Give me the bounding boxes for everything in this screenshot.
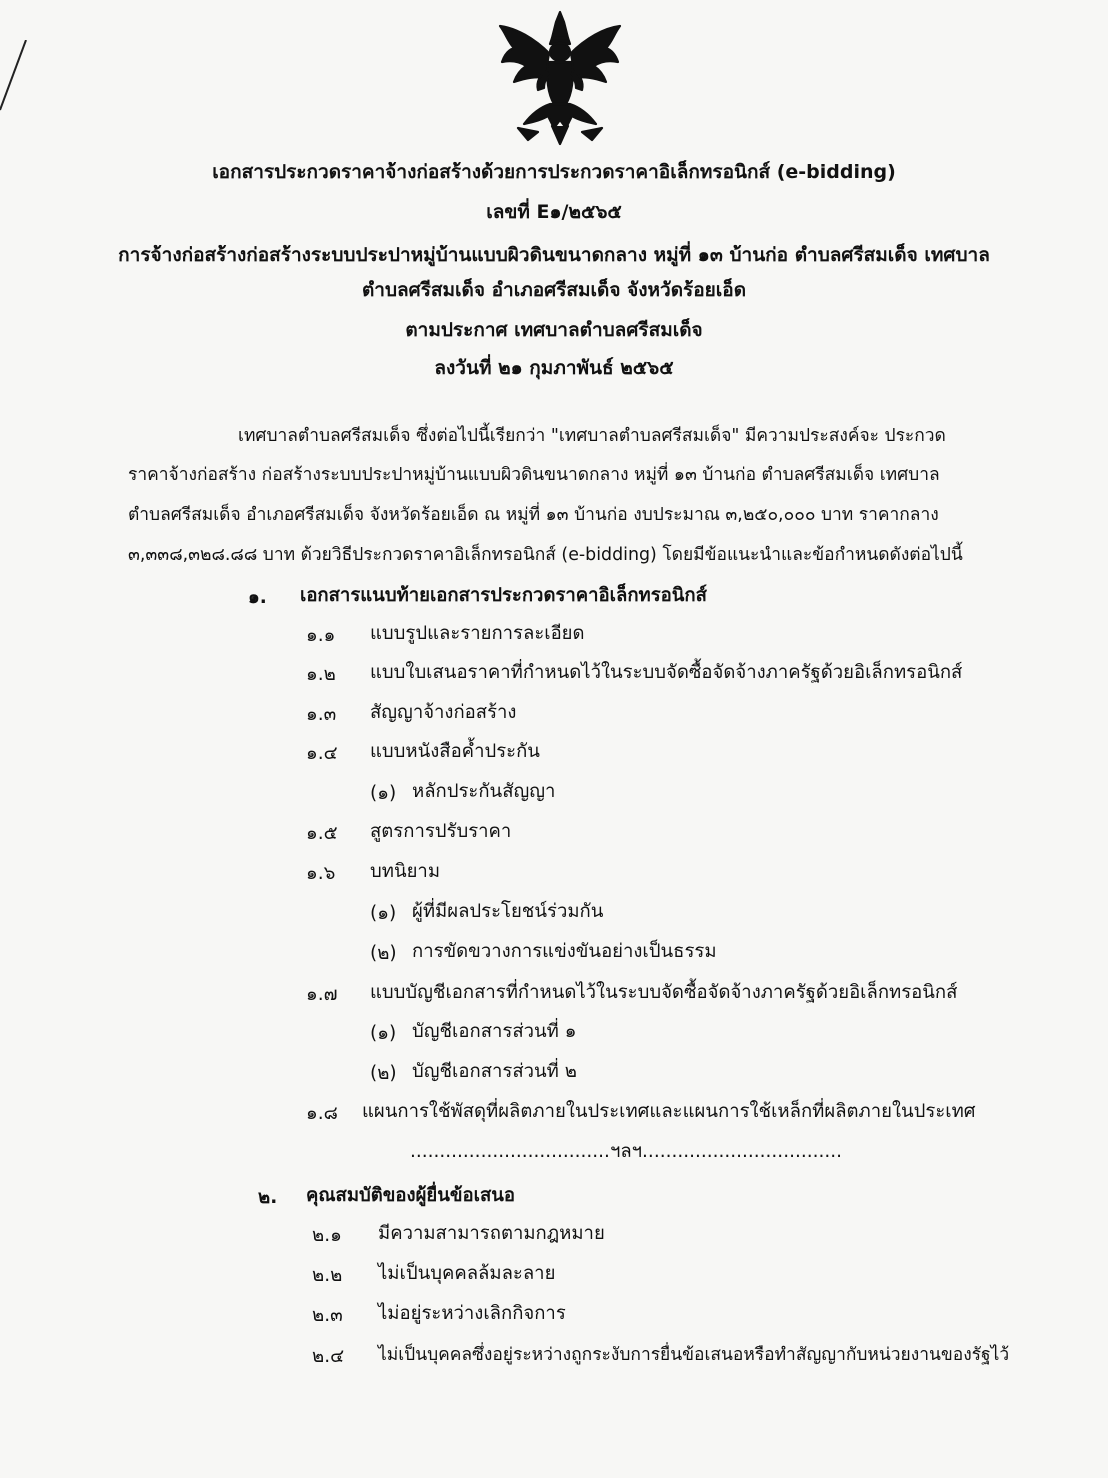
announcement-line: ตามประกาศ เทศบาลตำบลศรีสมเด็จ bbox=[405, 319, 703, 341]
intro-line-1: เทศบาลตำบลศรีสมเด็จ ซึ่งต่อไปนี้เรียกว่า "เทศบาลตำบลศรีสมเด็จ" มีความประสงค์จะ ประกวด bbox=[238, 426, 946, 446]
intro-line-4: ๓,๓๓๘,๓๒๘.๘๘ บาท ด้วยวิธีประกวดราคาอิเล็กทรอนิกส์ (e-bidding) โดยมีข้อแนะนำและข้อกำหนดดังต่อไปนี้ bbox=[128, 545, 963, 565]
project-title-line-2: ตำบลศรีสมเด็จ อำเภอศรีสมเด็จ จังหวัดร้อยเอ็ด bbox=[361, 279, 747, 301]
sub-item-number: (๑) bbox=[370, 1023, 397, 1044]
sub-item-number: (๑) bbox=[370, 783, 397, 804]
item-number: ๑.๕ bbox=[306, 823, 338, 844]
item-text: แบบบัญชีเอกสารที่กำหนดไว้ในระบบจัดซื้อจัดจ้างภาครัฐด้วยอิเล็กทรอนิกส์ bbox=[370, 982, 958, 1003]
sub-item-text: หลักประกันสัญญา bbox=[412, 781, 556, 802]
item-number: ๑.๑ bbox=[306, 625, 336, 646]
intro-line-2: ราคาจ้างก่อสร้าง ก่อสร้างระบบประปาหมู่บ้านแบบผิวดินขนาดกลาง หมู่ที่ ๑๓ บ้านก่อ ตำบลศรีสมเด็จ เทศบาล bbox=[128, 465, 940, 485]
etc-marker: ..................................ฯลฯ.................................. bbox=[410, 1141, 842, 1162]
project-title-line-1: การจ้างก่อสร้างก่อสร้างระบบประปาหมู่บ้านแบบผิวดินขนาดกลาง หมู่ที่ ๑๓ บ้านก่อ ตำบลศรีสมเด็จ เทศบาล bbox=[118, 244, 990, 266]
item-text: มีความสามารถตามกฎหมาย bbox=[378, 1223, 605, 1244]
item-text: ไม่เป็นบุคคลซึ่งอยู่ระหว่างถูกระงับการยื่นข้อเสนอหรือทำสัญญากับหน่วยงานของรัฐไว้ bbox=[378, 1345, 1010, 1365]
item-text: บทนิยาม bbox=[370, 861, 441, 882]
sub-item-text: บัญชีเอกสารส่วนที่ ๒ bbox=[412, 1061, 577, 1082]
item-text: แผนการใช้พัสดุที่ผลิตภายในประเทศและแผนการใช้เหล็กที่ผลิตภายในประเทศ bbox=[362, 1101, 976, 1122]
item-number: ๒.๔ bbox=[312, 1346, 345, 1367]
item-text: แบบรูปและรายการละเอียด bbox=[370, 623, 585, 644]
sub-item-text: การขัดขวางการแข่งขันอย่างเป็นธรรม bbox=[412, 941, 717, 962]
document-number: เลขที่ E๑/๒๕๖๕ bbox=[486, 201, 622, 223]
item-text: สัญญาจ้างก่อสร้าง bbox=[370, 702, 517, 723]
item-text: ไม่อยู่ระหว่างเลิกกิจการ bbox=[378, 1303, 566, 1324]
garuda-emblem-icon bbox=[494, 8, 626, 146]
item-number: ๑.๗ bbox=[306, 984, 338, 1005]
item-number: ๒.๒ bbox=[312, 1265, 343, 1286]
sub-item-number: (๒) bbox=[370, 943, 397, 964]
item-number: ๑.๘ bbox=[306, 1103, 338, 1124]
item-number: ๑.๖ bbox=[306, 863, 336, 884]
document-title: เอกสารประกวดราคาจ้างก่อสร้างด้วยการประกวดราคาอิเล็กทรอนิกส์ (e-bidding) bbox=[212, 161, 896, 183]
sub-item-number: (๒) bbox=[370, 1063, 397, 1084]
section-1-title: เอกสารแนบท้ายเอกสารประกวดราคาอิเล็กทรอนิกส์ bbox=[300, 585, 707, 606]
item-number: ๑.๒ bbox=[306, 664, 336, 685]
sub-item-text: ผู้ที่มีผลประโยชน์ร่วมกัน bbox=[412, 901, 604, 922]
section-2-number: ๒. bbox=[258, 1187, 278, 1208]
sub-item-text: บัญชีเอกสารส่วนที่ ๑ bbox=[412, 1021, 577, 1042]
item-number: ๑.๓ bbox=[306, 704, 337, 725]
item-text: แบบใบเสนอราคาที่กำหนดไว้ในระบบจัดซื้อจัดจ้างภาครัฐด้วยอิเล็กทรอนิกส์ bbox=[370, 662, 963, 683]
announcement-date: ลงวันที่ ๒๑ กุมภาพันธ์ ๒๕๖๕ bbox=[434, 357, 674, 379]
item-number: ๒.๑ bbox=[312, 1225, 342, 1246]
item-number: ๒.๓ bbox=[312, 1305, 343, 1326]
intro-line-3: ตำบลศรีสมเด็จ อำเภอศรีสมเด็จ จังหวัดร้อยเอ็ด ณ หมู่ที่ ๑๓ บ้านก่อ งบประมาณ ๓,๒๕๐,๐๐๐ บาท ราคากลาง bbox=[128, 505, 939, 525]
item-text: แบบหนังสือค้ำประกัน bbox=[370, 741, 540, 762]
section-1-number: ๑. bbox=[248, 587, 267, 608]
sub-item-number: (๑) bbox=[370, 903, 397, 924]
item-text: ไม่เป็นบุคคลล้มละลาย bbox=[378, 1263, 556, 1284]
scan-edge-line bbox=[0, 40, 60, 130]
section-2-title: คุณสมบัติของผู้ยื่นข้อเสนอ bbox=[306, 1185, 516, 1206]
item-number: ๑.๔ bbox=[306, 743, 338, 764]
item-text: สูตรการปรับราคา bbox=[370, 821, 512, 842]
